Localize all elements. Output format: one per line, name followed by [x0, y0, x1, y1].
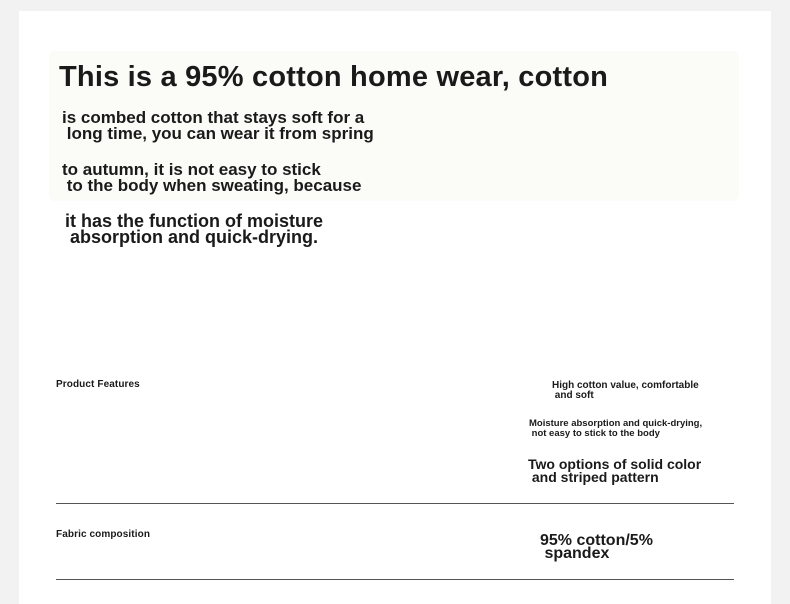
description-line-1: is combed cotton that stays soft for a long time, you can wear it from spring — [62, 108, 374, 143]
description-line-3: it has the function of moisture absorption and quick-drying. — [65, 211, 324, 247]
product-detail-card — [19, 11, 771, 604]
divider-2 — [56, 579, 734, 580]
description-line-2: to autumn, it is not easy to stick to the body when sweating, because — [62, 160, 362, 195]
feature-item-1: High cotton value, comfortable and soft — [552, 380, 699, 401]
fabric-composition-value: 95% cotton/5% spandex — [540, 532, 653, 562]
fabric-composition-label: Fabric composition — [56, 529, 151, 540]
divider-1 — [56, 503, 734, 504]
feature-item-3: Two options of solid color and striped pattern — [528, 456, 702, 485]
feature-item-2: Moisture absorption and quick-drying, not easy to stick to the body — [529, 418, 703, 439]
product-features-label: Product Features — [56, 379, 140, 390]
headline: This is a 95% cotton home wear, cotton — [59, 61, 609, 93]
